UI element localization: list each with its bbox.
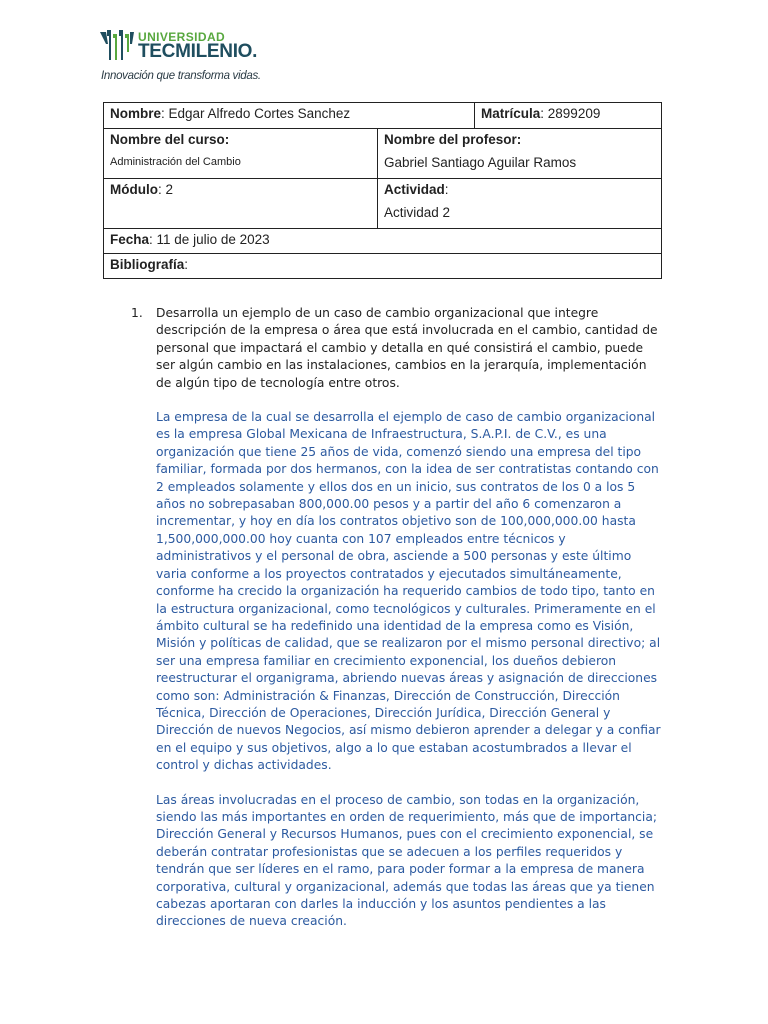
matricula-cell xyxy=(475,103,662,129)
question-item xyxy=(131,305,663,392)
curso-cell xyxy=(104,129,378,179)
matricula-value: : 2899209 xyxy=(540,106,601,121)
nombre-cell xyxy=(104,103,475,129)
answer-block xyxy=(156,409,663,931)
university-logo xyxy=(100,30,300,85)
actividad-label: Actividad xyxy=(384,182,445,197)
tecmilenio-logo-mark-icon xyxy=(100,30,134,60)
actividad-colon: : xyxy=(444,182,449,197)
actividad-cell xyxy=(378,179,662,229)
fecha-value: : 11 de julio de 2023 xyxy=(149,232,270,247)
document-body xyxy=(131,305,663,931)
answer-paragraph-2: Las áreas involucradas en el proceso de cambio, son todas en la organización, siendo las más importantes en orden de requerimiento, más que de importancia; Dirección General y Recursos Humanos, pues con el crecimiento exponencial, se deberán contratar profesionistas que se adecuen a los perfiles requeridos y tendrán que ser líderes en el ramo, para poder formar a la empresa de manera corporativa, cultural y organizacional, además que todas las áreas que ya tienen cabezas aportaran con darles la inducción y los asuntos pendientes a las direcciones de nueva creación. xyxy=(156,792,658,929)
matricula-label: Matrícula xyxy=(481,106,541,121)
bibliografia-value: : xyxy=(184,257,189,272)
bibliografia-label: Bibliografía xyxy=(110,257,185,272)
logo-tagline: Innovación que transforma vidas. xyxy=(101,70,261,82)
modulo-label: Módulo xyxy=(110,182,158,197)
fecha-label: Fecha xyxy=(110,232,150,247)
fecha-cell xyxy=(104,229,662,254)
logo-name-text: TECMILENIO. xyxy=(138,41,258,62)
question-number: 1. xyxy=(131,306,143,320)
bibliografia-cell xyxy=(104,254,662,279)
curso-label: Nombre del curso: xyxy=(110,132,230,147)
question-text: Desarrolla un ejemplo de un caso de cambio organizacional que integre descripción de la empresa o área que está involucrada en el cambio, cantidad de personal que impactará el cambio y detalla en qué consistirá el cambio, puede ser algún cambio en las instalaciones, cambios en la jerarquía, implementación de algún tipo de tecnología entre otros. xyxy=(156,306,658,390)
logo-university-text: UNIVERSIDAD xyxy=(138,30,226,44)
modulo-cell xyxy=(104,179,378,229)
nombre-label: Nombre xyxy=(110,106,162,121)
student-info-table xyxy=(103,102,662,279)
modulo-value: : 2 xyxy=(157,182,173,197)
profesor-cell xyxy=(378,129,662,179)
profesor-value: Gabriel Santiago Aguilar Ramos xyxy=(384,155,577,170)
actividad-value: Actividad 2 xyxy=(384,205,451,220)
answer-paragraph-1: La empresa de la cual se desarrolla el ejemplo de caso de cambio organizacional es la empresa Global Mexicana de Infraestructura, S.A.P.I. de C.V., es una organización que tiene 25 años de vida, comenzó siendo una empresa del tipo familiar, formada por dos hermanos, con la idea de ser contratistas contando con 2 empleados solamente y ellos dos en un inicio, sus contratos de los 0 a los 5 años no sobrepasaban 800,000.00 pesos y a partir del año 6 comenzaron a incrementar, y hoy en día los contratos objetivo son de 100,000,000.00 hasta 1,500,000,000.00 hoy cuanta con 107 empleados entre técnicos y administrativos y el personal de obra, asciende a 500 personas y este último varia conforme a los proyectos contratados y ejecutados simultáneamente, conforme ha crecido la organización ha requerido cambios de todo tipo, tanto en la estructura organizacional, como tecnológicos y culturales. Primeramente en el ámbito cultural se ha redefinido una identidad de la empresa como es Visión, Misión y políticas de calidad, que se realizaron por el mismo personal directivo; al ser una empresa familiar en crecimiento exponencial, los dueños debieron reestructurar el organigrama, abriendo nuevas áreas y asignación de direcciones como son: Administración & Finanzas, Dirección de Construcción, Dirección Técnica, Dirección de Operaciones, Dirección Jurídica, Dirección General y Dirección de nuevos Negocios, así mismo debieron aprender a delegar y a confiar en el equipo y sus objetivos, algo a lo que estaban acostumbrados a llevar el control y dichas actividades. xyxy=(156,410,661,773)
curso-value: Administración del Cambio xyxy=(110,156,241,168)
nombre-value: : Edgar Alfredo Cortes Sanchez xyxy=(161,106,351,121)
profesor-label: Nombre del profesor: xyxy=(384,132,522,147)
